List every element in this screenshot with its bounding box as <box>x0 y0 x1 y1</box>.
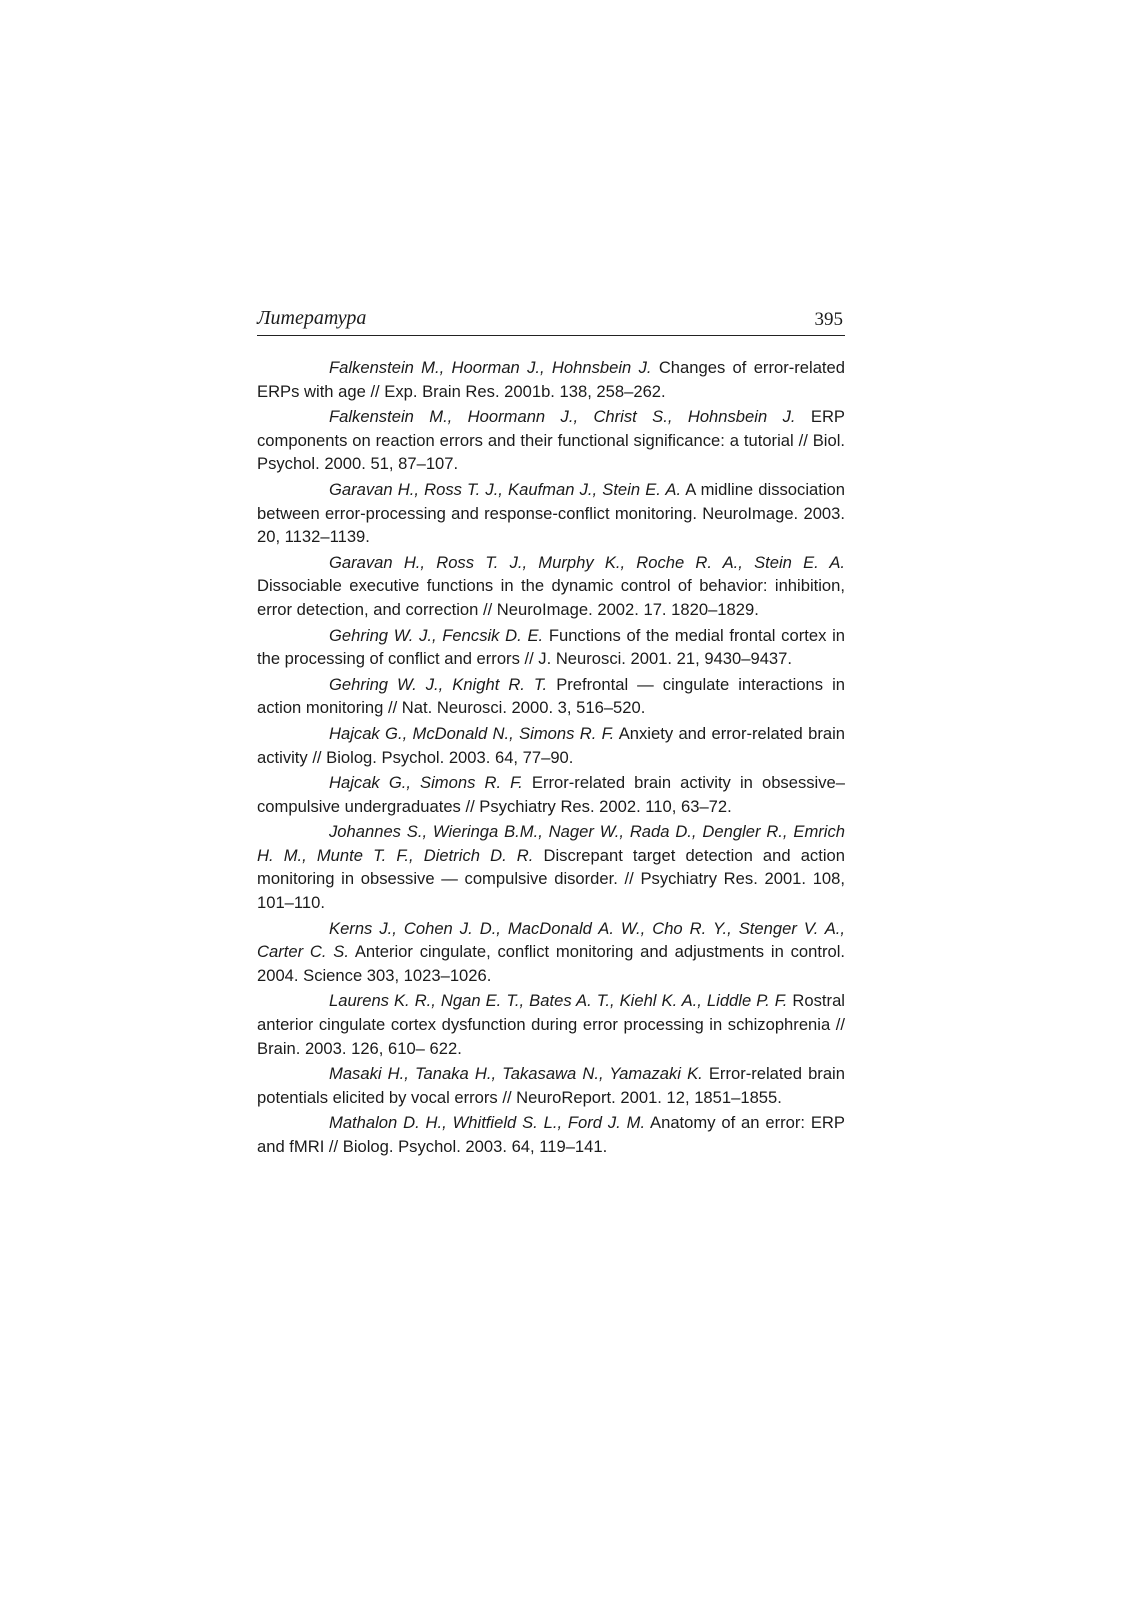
reference-item <box>257 624 845 671</box>
reference-item <box>257 551 845 622</box>
reference-item <box>257 771 845 818</box>
reference-item <box>257 673 845 720</box>
reference-item <box>257 405 845 476</box>
reference-item <box>257 917 845 988</box>
reference-text: ERP components on reaction errors and their functional significance: a tutorial // Biol. Psychol. 2000. 51, 87–107. <box>257 407 845 474</box>
reference-authors: Gehring W. J., Fencsik D. E. <box>329 625 544 645</box>
reference-list <box>257 356 845 1159</box>
running-title: Литература <box>257 307 367 329</box>
reference-authors: Kerns J., Cohen J. D., MacDonald A. W., Cho R. Y., Stenger V. A., Carter C. S. <box>257 918 845 962</box>
page <box>257 305 845 1161</box>
reference-authors: Garavan H., Ross T. J., Kaufman J., Stein E. A. <box>329 479 682 499</box>
reference-item <box>257 1062 845 1109</box>
reference-item <box>257 1111 845 1158</box>
reference-text: A midline dissociation between error-processing and response-conflict monitoring. NeuroImage. 2003. 20, 1132–1139. <box>257 479 845 547</box>
reference-authors: Johannes S., Wieringa B.M., Nager W., Rada D., Dengler R., Emrich H. M., Munte T. F., Dietrich D. R. <box>257 822 845 865</box>
reference-authors: Hajcak G., McDonald N., Simons R. F. <box>329 723 615 743</box>
reference-text: Prefrontal — cingulate interactions in action monitoring // Nat. Neurosci. 2000. 3, 516–520. <box>257 674 845 718</box>
reference-text: Rostral anterior cingulate cortex dysfunction during error processing in schizophrenia // Brain. 2003. 126, 610– 622. <box>257 991 845 1058</box>
reference-authors: Hajcak G., Simons R. F. <box>329 773 523 793</box>
reference-authors: Falkenstein M., Hoormann J., Christ S., Hohnsbein J. <box>329 407 796 427</box>
reference-authors: Gehring W. J., Knight R. T. <box>329 674 548 694</box>
reference-item <box>257 820 845 914</box>
reference-authors: Laurens K. R., Ngan E. T., Bates A. T., Kiehl K. A., Liddle P. F. <box>329 991 788 1011</box>
reference-item <box>257 722 845 769</box>
reference-text: Changes of error-related ERPs with age // Exp. Brain Res. 2001b. 138, 258–262. <box>257 358 845 401</box>
reference-item <box>257 356 845 403</box>
reference-text: Anxiety and error-related brain activity // Biolog. Psychol. 2003. 64, 77–90. <box>257 723 845 767</box>
reference-authors: Falkenstein M., Hoorman J., Hohnsbein J. <box>329 358 652 377</box>
page-number: 395 <box>814 309 843 330</box>
reference-text: Functions of the medial frontal cortex in the processing of conflict and errors // J. Neurosci. 2001. 21, 9430–9437. <box>257 625 845 669</box>
reference-text: Anatomy of an error: ERP and fMRI // Biolog. Psychol. 2003. 64, 119–141. <box>257 1113 845 1156</box>
reference-text: Discrepant target detection and action monitoring in obsessive — compulsive disorder. // Psychiatry Res. 2001. 108, 101–110. <box>257 845 845 913</box>
reference-item <box>257 989 845 1060</box>
reference-text: Error-related brain activity in obsessive– compulsive undergraduates // Psychiatry Res. 2002. 110, 63–72. <box>257 773 845 816</box>
reference-item <box>257 478 845 549</box>
reference-authors: Garavan H., Ross T. J., Murphy K., Roche R. A., Stein E. A. <box>329 552 845 572</box>
reference-authors: Mathalon D. H., Whitfield S. L., Ford J. M. <box>329 1113 646 1133</box>
reference-authors: Masaki H., Tanaka H., Takasawa N., Yamazaki K. <box>329 1064 703 1084</box>
reference-text: Dissociable executive functions in the dynamic control of behavior: inhibition, error detection, and correction // NeuroImage. 2002. 17. 1820–1829. <box>257 576 845 619</box>
reference-text: Error-related brain potentials elicited by vocal errors // NeuroReport. 2001. 12, 1851–1855. <box>257 1064 845 1107</box>
reference-text: Anterior cingulate, conflict monitoring and adjustments in control. 2004. Science 303, 1023–1026. <box>257 942 845 985</box>
page-header <box>257 305 845 336</box>
